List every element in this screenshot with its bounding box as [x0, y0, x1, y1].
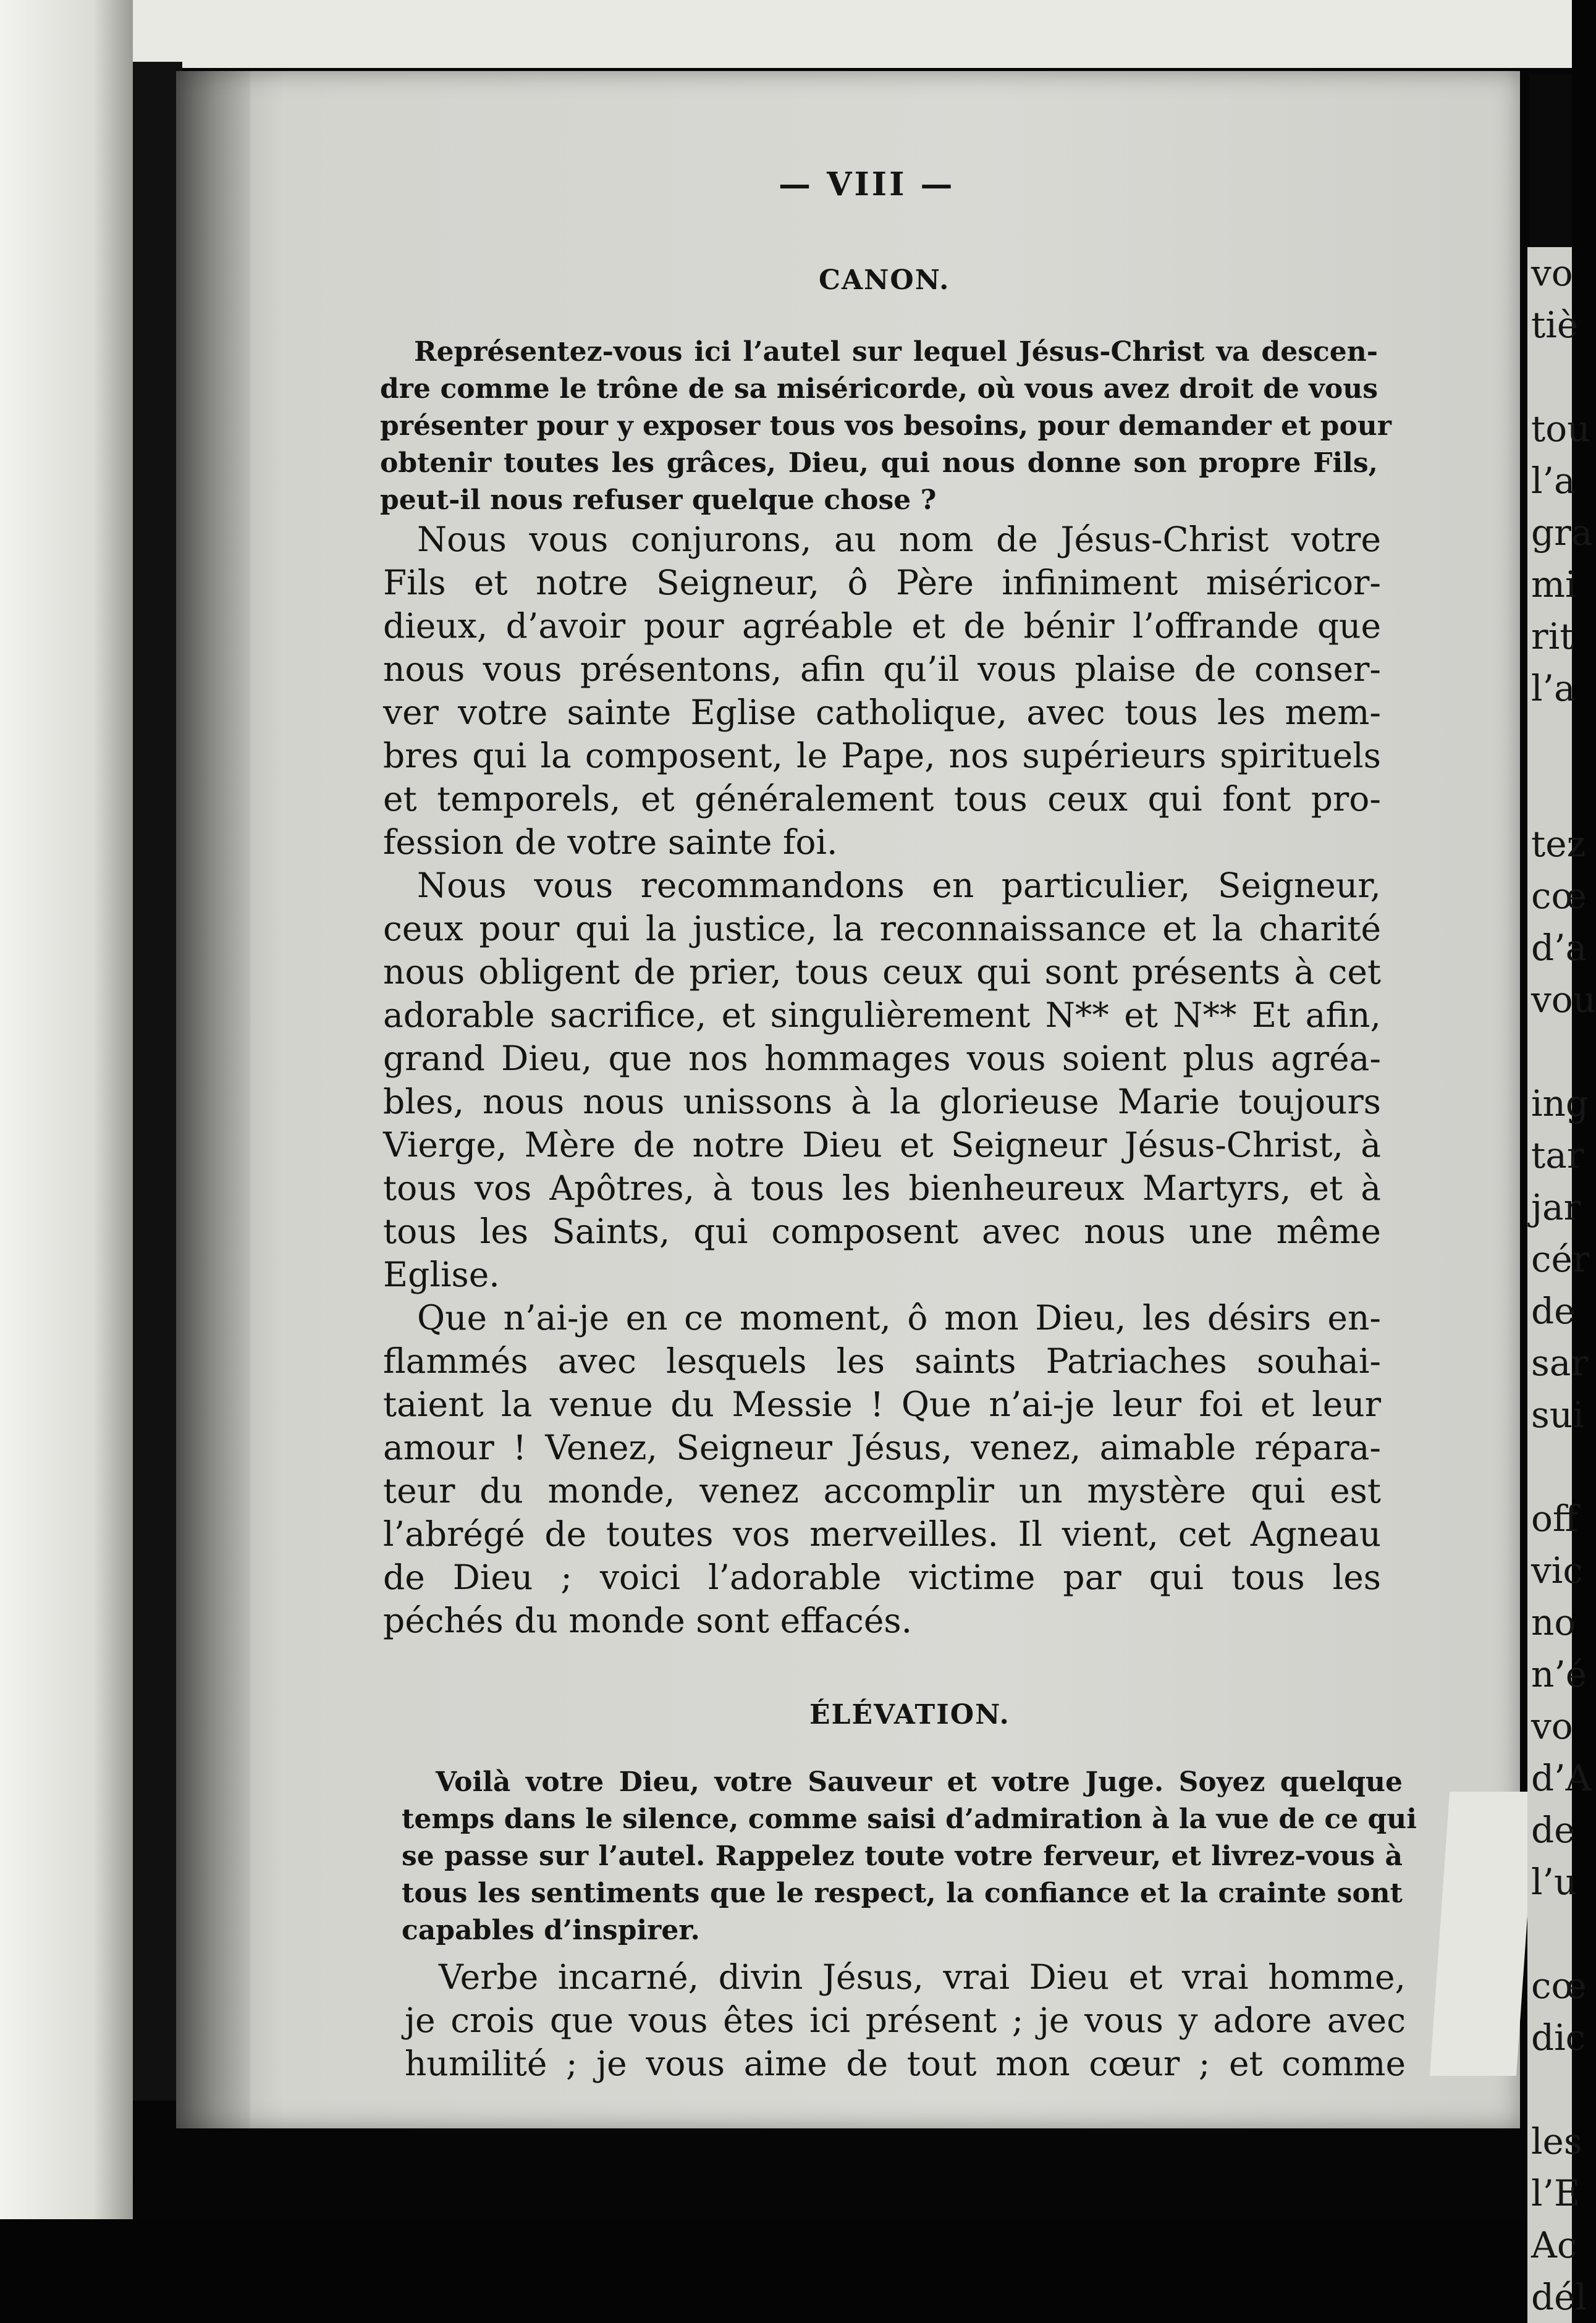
text-line: temps dans le silence, comme saisi d’admiration à la vue de ce qui	[402, 1803, 1417, 1835]
neighbor-page-fragments	[1527, 247, 1596, 2323]
neighbor-fragment: Ac	[1531, 2224, 1577, 2266]
text-line: flammés avec lesquels les saints Patriaches souhai-	[383, 1341, 1381, 1381]
text-line: tous les Saints, qui composent avec nous une même	[383, 1212, 1381, 1251]
neighbor-fragment	[1527, 351, 1572, 403]
text-line: Nous vous conjurons, au nom de Jésus-Christ votre	[417, 520, 1381, 559]
text-line: amour ! Venez, Seigneur Jésus, venez, aimable répara-	[383, 1428, 1381, 1467]
neighbor-fragment: off	[1531, 1498, 1579, 1540]
text-line: l’abrégé de toutes vos merveilles. Il vient, cet Agneau	[383, 1514, 1381, 1554]
neighbor-fragment: tez	[1531, 823, 1586, 865]
text-line: grand Dieu, que nos hommages vous soient plus agréa-	[383, 1039, 1381, 1078]
neighbor-fragment: sar	[1531, 1342, 1589, 1384]
text-line: tous les sentiments que le respect, la confiance et la crainte sont	[402, 1878, 1403, 1909]
elevation-prayer	[405, 1955, 1406, 2085]
text-line: tous vos Apôtres, à tous les bienheureux Martyrs, et à	[383, 1168, 1381, 1208]
text-line: obtenir toutes les grâces, Dieu, qui nous donne son propre Fils,	[380, 447, 1378, 479]
neighbor-fragment: l’E	[1531, 2172, 1581, 2214]
neighbor-fragment: no	[1531, 1601, 1576, 1643]
text-line: bles, nous nous unissons à la glorieuse Marie toujours	[383, 1082, 1381, 1121]
scanner-margin-top	[0, 0, 1572, 68]
neighbor-fragment	[1527, 766, 1572, 818]
neighbor-fragment: vo	[1531, 1705, 1573, 1747]
neighbor-fragment: cér	[1531, 1238, 1590, 1280]
text-line: Vierge, Mère de notre Dieu et Seigneur Jésus-Christ, à	[383, 1125, 1381, 1165]
neighbor-fragment: cœ	[1531, 875, 1587, 917]
neighbor-fragment: vou	[1531, 979, 1596, 1021]
text-line: peut-il nous refuser quelque chose ?	[380, 484, 937, 516]
neighbor-fragment: mi	[1531, 563, 1577, 605]
section-title-elevation: ÉLÉVATION.	[809, 1699, 1010, 1731]
canon-rubric	[380, 334, 1391, 519]
neighbor-fragment	[1527, 714, 1572, 766]
neighbor-fragment: sui	[1531, 1394, 1584, 1436]
scanner-margin-left	[0, 0, 133, 2219]
neighbor-fragment: l’u	[1531, 1861, 1577, 1903]
text-line: Fils et notre Seigneur, ô Père infiniment miséricor-	[383, 563, 1381, 602]
neighbor-fragment: de	[1531, 1809, 1576, 1851]
text-line: Nous vous recommandons en particulier, Seigneur,	[417, 866, 1381, 905]
text-line: Verbe incarné, divin Jésus, vrai Dieu et vrai homme,	[439, 1957, 1406, 1997]
text-line: péchés du monde sont effacés.	[383, 1601, 913, 1640]
canon-prayer	[383, 518, 1381, 1642]
text-line: fession de votre sainte foi.	[383, 822, 838, 862]
neighbor-fragment: cœ	[1531, 1965, 1587, 2007]
text-line: humilité ; je vous aime de tout mon cœur ; et comme	[405, 2044, 1406, 2083]
text-line: capables d’inspirer.	[402, 1915, 700, 1946]
text-line: Eglise.	[383, 1255, 500, 1294]
text-line: nous vous présentons, afin qu’il vous plaise de conser-	[383, 649, 1381, 689]
neighbor-fragment: de	[1531, 1290, 1576, 1332]
text-line: présenter pour y exposer tous vos besoins, pour demander et pour	[380, 410, 1391, 442]
text-line: adorable sacrifice, et singulièrement N** et N** Et afin,	[383, 995, 1381, 1035]
text-line: Représentez-vous ici l’autel sur lequel Jésus-Christ va descen-	[414, 336, 1378, 368]
text-line: de Dieu ; voici l’adorable victime par qui tous les	[383, 1558, 1381, 1597]
text-line: et temporels, et généralement tous ceux qui font pro-	[383, 779, 1381, 819]
text-line: bres qui la composent, le Pape, nos supérieurs spirituels	[383, 736, 1381, 775]
text-line: ceux pour qui la justice, la reconnaissance et la charité	[383, 909, 1381, 948]
neighbor-fragment	[1527, 1908, 1572, 1960]
neighbor-fragment	[1527, 1441, 1572, 1493]
neighbor-fragment: d’A	[1531, 1757, 1592, 1799]
neighbor-fragment: tar	[1531, 1134, 1584, 1176]
neighbor-fragment: vic	[1531, 1549, 1583, 1592]
neighbor-fragment: n’é	[1531, 1653, 1587, 1695]
text-line: dre comme le trône de sa miséricorde, où vous avez droit de vous	[380, 373, 1378, 405]
neighbor-fragment: l’a	[1531, 460, 1576, 502]
neighbor-fragment: dél	[1531, 2276, 1587, 2318]
page-fold-shadow	[176, 71, 250, 2128]
neighbor-fragment: vo	[1531, 252, 1573, 294]
neighbor-fragment	[1527, 2064, 1572, 2115]
section-title-canon: CANON.	[819, 264, 950, 296]
neighbor-fragment: jar	[1531, 1186, 1581, 1228]
neighbor-fragment: d’a	[1531, 927, 1587, 969]
text-line: ver votre sainte Eglise catholique, avec tous les mem-	[383, 693, 1381, 732]
text-line: se passe sur l’autel. Rappelez toute votre ferveur, et livrez-vous à	[402, 1840, 1403, 1872]
neighbor-fragment: tiè	[1531, 304, 1579, 346]
neighbor-fragment: gra	[1531, 512, 1593, 554]
neighbor-fragment: les	[1531, 2120, 1582, 2162]
text-line: nous obligent de prier, tous ceux qui sont présents à cet	[383, 952, 1381, 992]
text-line: Voilà votre Dieu, votre Sauveur et votre Juge. Soyez quelque	[436, 1766, 1403, 1798]
page-number: — VIII —	[779, 166, 955, 203]
text-line: dieux, d’avoir pour agréable et de bénir l’offrande que	[383, 606, 1381, 646]
text-line: teur du monde, venez accomplir un mystère qui est	[383, 1471, 1381, 1511]
neighbor-fragment: ing	[1531, 1082, 1589, 1124]
neighbor-fragment: tou	[1531, 408, 1590, 450]
neighbor-fragment: rit	[1531, 615, 1574, 657]
neighbor-fragment	[1527, 1026, 1572, 1077]
text-line: Que n’ai-je en ce moment, ô mon Dieu, les désirs en-	[417, 1298, 1381, 1338]
text-line: je crois que vous êtes ici présent ; je vous y adore avec	[405, 2000, 1406, 2040]
text-line: taient la venue du Messie ! Que n’ai-je leur foi et leur	[383, 1385, 1381, 1424]
binding-shadow	[133, 62, 182, 2101]
neighbor-fragment: l’a	[1531, 667, 1576, 709]
elevation-rubric	[402, 1764, 1417, 1949]
neighbor-fragment: dic	[1531, 2017, 1586, 2059]
